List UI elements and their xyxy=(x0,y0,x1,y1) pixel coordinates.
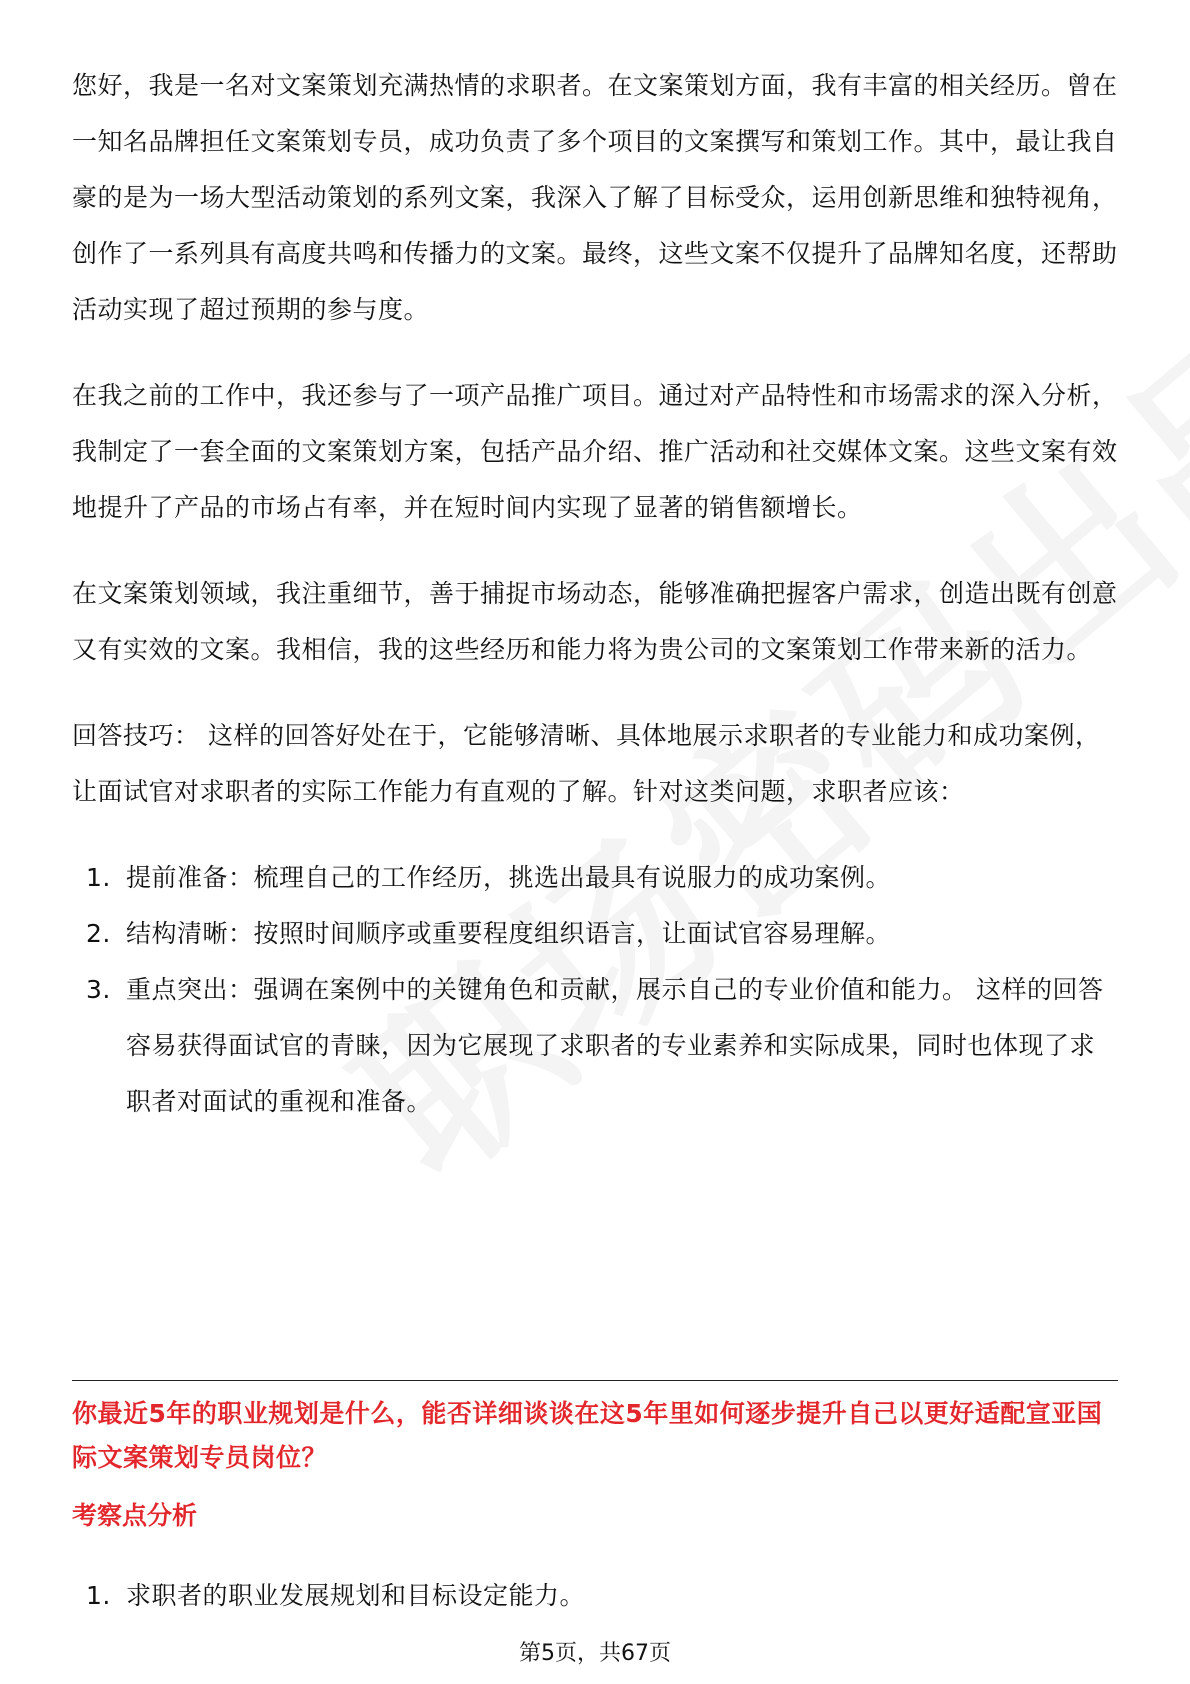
interview-question: 你最近5年的职业规划是什么，能否详细谈谈在这5年里如何逐步提升自己以更好适配宣亚国际文案策划专员岗位？ xyxy=(72,1399,1103,1472)
list-item-text: 重点突出：强调在案例中的关键角色和贡献，展示自己的专业价值和能力。 这样的回答容易获得面试官的青睐，因为它展现了求职者的专业素养和实际成果，同时也体现了求职者对面试的重视和准备。 xyxy=(126,975,1104,1116)
list-item-number: 1. xyxy=(86,1581,111,1610)
answer-paragraph-3: 在文案策划领域，我注重细节，善于捕捉市场动态，能够准确把握客户需求，创造出既有创意又有实效的文案。我相信，我的这些经历和能力将为贵公司的文案策划工作带来新的活力。 xyxy=(72,579,1118,664)
list-item xyxy=(72,962,1118,1130)
analysis-heading: 考察点分析 xyxy=(72,1501,198,1530)
answer-paragraph-2: 在我之前的工作中，我还参与了一项产品推广项目。通过对产品特性和市场需求的深入分析，我制定了一套全面的文案策划方案，包括产品介绍、推广活动和社交媒体文案。这些文案有效地提升了产品的市场占有率，并在短时间内实现了显著的销售额增长。 xyxy=(72,381,1118,522)
list-item-text: 结构清晰：按照时间顺序或重要程度组织语言，让面试官容易理解。 xyxy=(126,919,892,948)
list-item-text: 提前准备：梳理自己的工作经历，挑选出最具有说服力的成功案例。 xyxy=(126,863,892,892)
list-item-number: 3. xyxy=(86,975,111,1004)
list-item xyxy=(72,850,1118,906)
list-item xyxy=(72,906,1118,962)
page-footer: 第5页，共67页 xyxy=(519,1641,671,1666)
list-item-number: 2. xyxy=(86,919,111,948)
answer-tips-paragraph: 回答技巧： 这样的回答好处在于，它能够清晰、具体地展示求职者的专业能力和成功案例，让面试官对求职者的实际工作能力有直观的了解。针对这类问题，求职者应该： xyxy=(72,721,1101,806)
answer-paragraph-1: 您好，我是一名对文案策划充满热情的求职者。在文案策划方面，我有丰富的相关经历。曾在一知名品牌担任文案策划专员，成功负责了多个项目的文案撰写和策划工作。其中，最让我自豪的是为一场大型活动策划的系列文案，我深入了解了目标受众，运用创新思维和独特视角，创作了一系列具有高度共鸣和传播力的文案。最终，这些文案不仅提升了品牌知名度，还帮助活动实现了超过预期的参与度。 xyxy=(72,71,1118,324)
document-body xyxy=(72,58,1118,1130)
section-divider xyxy=(72,1380,1118,1381)
tips-list xyxy=(72,850,1118,1130)
list-item-text: 求职者的职业发展规划和目标设定能力。 xyxy=(126,1581,586,1610)
list-item xyxy=(72,1568,1118,1624)
list-item-number: 1. xyxy=(86,863,111,892)
analysis-list xyxy=(72,1568,1118,1624)
